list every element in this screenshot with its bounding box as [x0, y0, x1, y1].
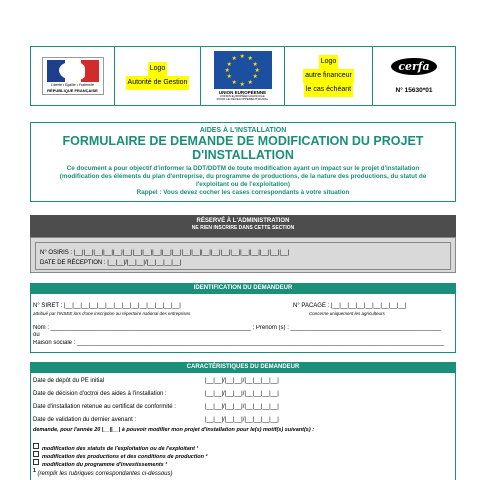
date-depot-field[interactable]: |__|__|/|__|__|/|__|__|__|__|: [205, 378, 279, 384]
date-installation-label: Date d'installation retenue au certificat de conformité :: [33, 404, 176, 410]
option-statuts-label: modification des statuts de l'exploitation ou de l'exploitant ¹: [42, 446, 199, 452]
cerfa-cell: [373, 47, 455, 105]
title-desc-1: Ce document a pour objectif d'informer la DDT/DDTM de toute modification ayant un impact sur le projet d'installation: [66, 165, 420, 172]
date-avenant-field[interactable]: |__|__|/|__|__|/|__|__|__|__|: [205, 417, 279, 423]
siret-note: attribué par l'INSEE lors d'une inscription au répertoire national des entreprises: [33, 311, 191, 316]
reception-date-field: DATE DE RÉCEPTION : |__|__|/|__|__|/|__|__|__|__|: [40, 260, 182, 266]
admin-title: RÉSERVÉ À L'ADMINISTRATION: [196, 218, 290, 224]
marianne-logo: [42, 57, 104, 95]
title-box: [30, 122, 456, 202]
logo-financeur-cell: [285, 47, 373, 105]
admin-section: [30, 237, 456, 273]
date-installation-field[interactable]: |__|__|/|__|__|/|__|__|__|__|: [205, 404, 279, 410]
title-description: [31, 165, 455, 197]
logo-placeholder-2-sub2: le cas échéant: [304, 83, 353, 97]
siret-field[interactable]: N° SIRET : |__|__|__|__|__|__|__|__|__|__|__|__|__|__|: [33, 303, 181, 309]
rf-logo-cell: [31, 47, 115, 105]
logo-placeholder-2-sub1: autre financeur: [303, 69, 354, 83]
osiris-field: N° OSIRIS : |__||__||__||__||__||__||__||__||__||__||__||__||__||__||__||__||__||__||__||__||__||__|: [40, 250, 290, 256]
demande-text: demande, pour l'année 20 |__||__| à pouvoir modifier mon projet d'installation pour le(s) motif(s) suivant(s) :: [33, 427, 315, 433]
checkbox-investissements[interactable]: [33, 459, 39, 465]
title-desc-4: Rappel : Vous devez cocher les cases correspondants à votre situation: [136, 189, 350, 196]
date-decision-label: Date de décision d'octroi des aides à l'installation :: [33, 391, 167, 397]
logo-placeholder-1: Logo: [148, 62, 168, 76]
date-avenant-label: Date de validation du dernier avenant :: [33, 417, 137, 423]
title-small: AIDES À L'INSTALLATION: [199, 127, 287, 134]
caracteristiques-header: CARACTÉRISTIQUES DU DEMANDEUR: [30, 362, 456, 372]
admin-inner-box: [35, 242, 451, 270]
logo-placeholder-2: Logo: [319, 55, 339, 69]
admin-subtitle: NE RIEN INSCRIRE DANS CETTE SECTION: [191, 225, 295, 231]
title-main-line1: FORMULAIRE DE DEMANDE DE MODIFICATION DU PROJET: [62, 134, 424, 148]
pacage-field[interactable]: N° PACAGE : |__|__|__|__|__|__|__|__|__|: [293, 303, 407, 309]
raison-sociale-field[interactable]: Raison sociale : ______________________________________________________________________________________________________________: [33, 340, 445, 346]
title-main-line2: D'INSTALLATION: [192, 148, 294, 162]
admin-header: [30, 215, 456, 237]
eu-logo-cell: [201, 47, 285, 105]
eu-name: UNION EUROPÉENNE: [218, 89, 267, 95]
nom-prenom-field[interactable]: Nom : ____________________________________________________________ ; Prénom (s) : _____________________________________________: [33, 325, 441, 331]
date-decision-field[interactable]: |__|__|/|__|__|/|__|__|__|__|: [205, 391, 279, 397]
ou-label: ou: [33, 332, 40, 338]
eu-sub2: POUR LE DÉVELOPPEMENT RURAL: [216, 97, 269, 101]
footnote-number: 1: [33, 468, 36, 474]
option-investissements-label: modification du programme d'investissements ³: [42, 462, 168, 468]
cerfa-logo: cerfa: [391, 58, 436, 75]
caracteristiques-section: [30, 372, 456, 480]
option-productions-label: modification des productions et des conditions de production ²: [42, 454, 208, 460]
rf-name: RÉPUBLIQUE FRANÇAISE: [47, 88, 98, 93]
identification-header: IDENTIFICATION DU DEMANDEUR: [30, 283, 456, 293]
logo-placeholder-1-sub: Autorité de Gestion: [126, 76, 190, 90]
date-depot-label: Date de dépôt du PE initial: [33, 378, 105, 384]
cerfa-number: N° 15630*01: [395, 87, 433, 94]
title-desc-3: l'exploitant ou de l'exploitation): [196, 181, 290, 188]
header-logos: [30, 46, 456, 106]
footnote-text: (remplir les rubriques correspondantes ci-dessous): [37, 471, 173, 477]
footnote: [33, 468, 173, 477]
marianne-icon: [47, 60, 99, 82]
logo-autorite-cell: [115, 47, 201, 105]
eu-sub1: FONDS EUROPÉEN AGRICOLE: [220, 93, 265, 98]
title-desc-2: (modification des éléments du plan d'entreprise, du programme de productions, de la nature des productions, du statut de: [59, 173, 427, 180]
identification-section: [30, 293, 456, 353]
pacage-note: Concerne uniquement les agriculteurs: [309, 311, 385, 316]
rf-motto: Liberté • Égalité • Fraternité: [51, 83, 94, 87]
eu-flag-icon: ★ ★ ★ ★ ★ ★ ★ ★ ★ ★ ★ ★: [214, 51, 272, 89]
